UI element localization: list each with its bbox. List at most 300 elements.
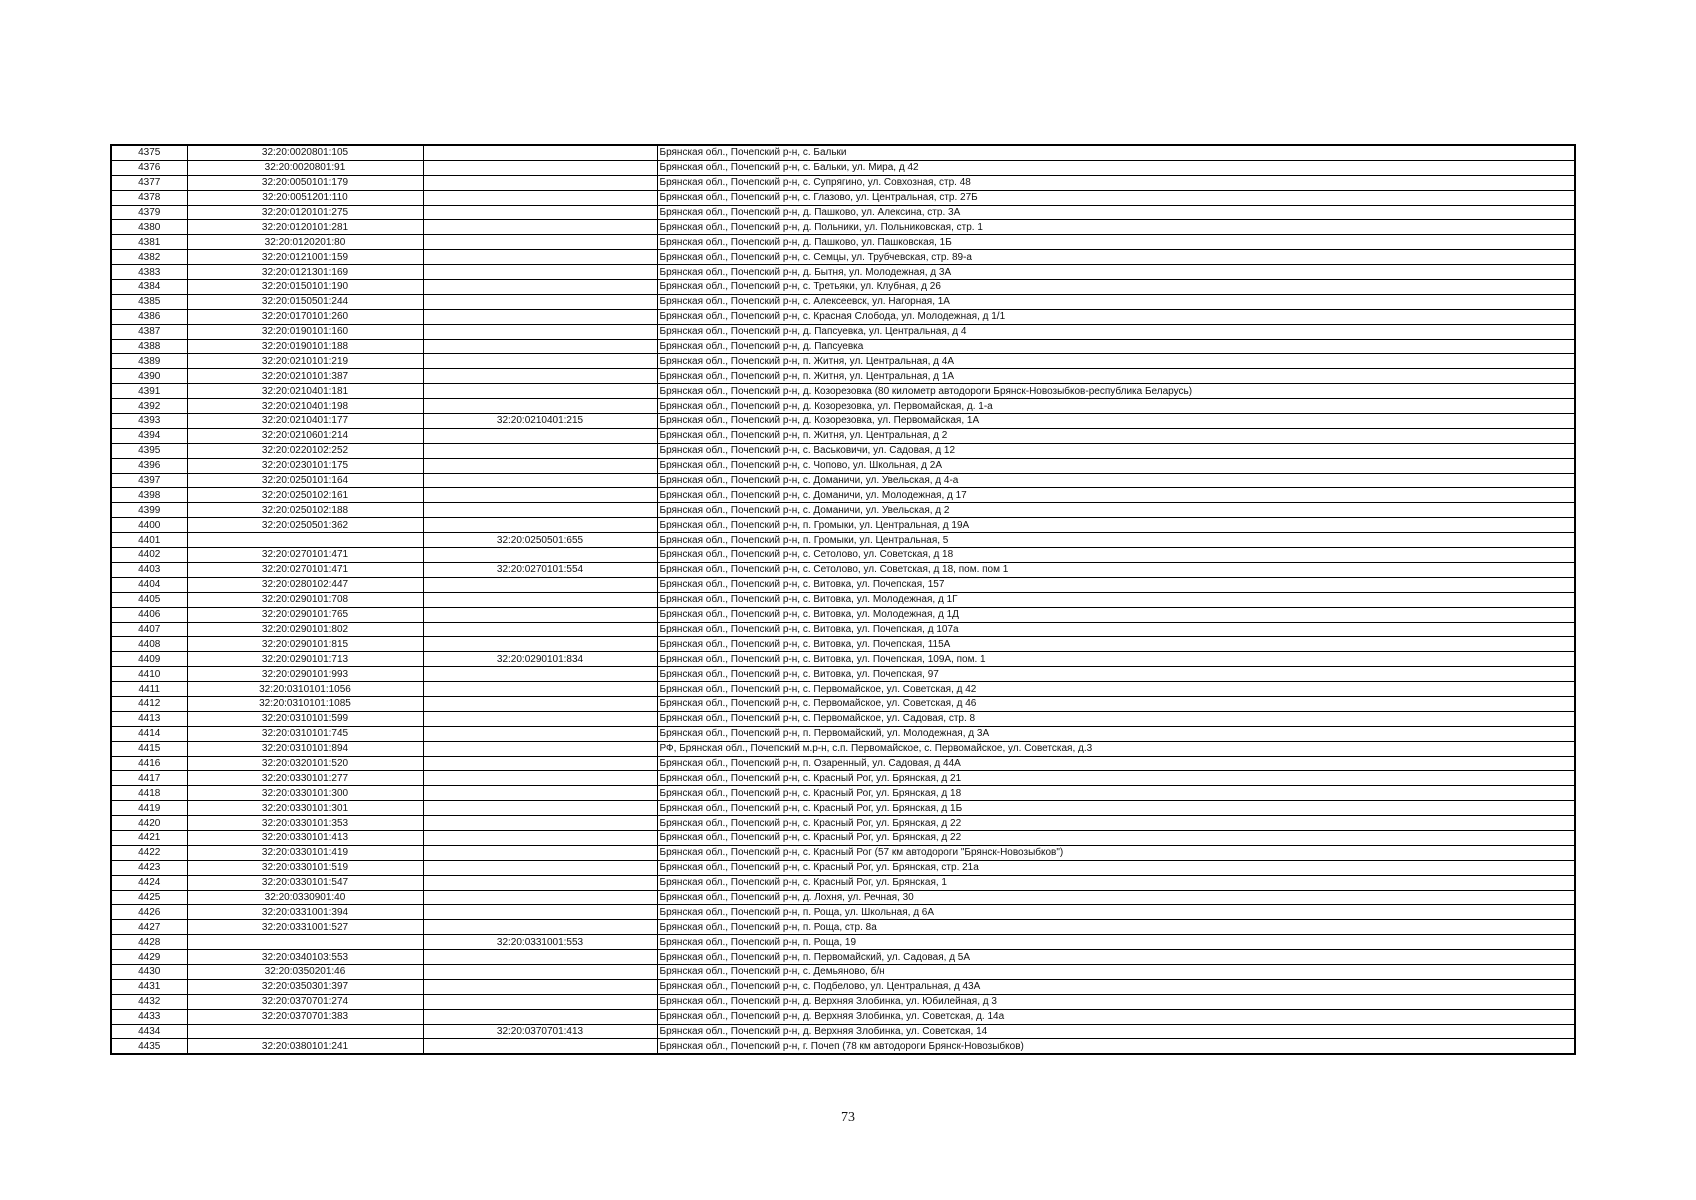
row-number-cell: 4409 xyxy=(111,652,187,667)
address-cell: Брянская обл., Почепский р-н, д. Пашково, ул. Пашковская, 1Б xyxy=(657,235,1575,250)
cadastral-number-cell: 32:20:0170101:260 xyxy=(187,309,423,324)
related-cadastral-number-cell xyxy=(423,1009,657,1024)
cadastral-number-cell: 32:20:0250102:188 xyxy=(187,503,423,518)
related-cadastral-number-cell: 32:20:0250501:655 xyxy=(423,533,657,548)
cadastral-number-cell: 32:20:0350201:46 xyxy=(187,964,423,979)
cadastral-number-cell: 32:20:0190101:188 xyxy=(187,339,423,354)
cadastral-number-cell: 32:20:0210401:198 xyxy=(187,399,423,414)
registry-table-body xyxy=(111,145,1575,1054)
address-cell: Брянская обл., Почепский р-н, с. Демьяново, б/н xyxy=(657,964,1575,979)
cadastral-number-cell: 32:20:0330101:301 xyxy=(187,801,423,816)
row-number-cell: 4428 xyxy=(111,935,187,950)
address-cell: Брянская обл., Почепский р-н, д. Верхняя Злобинка, ул. Советская, д. 14а xyxy=(657,1009,1575,1024)
address-cell: Брянская обл., Почепский р-н, с. Первомайское, ул. Советская, д 46 xyxy=(657,696,1575,711)
row-number-cell: 4385 xyxy=(111,294,187,309)
table-row xyxy=(111,875,1575,890)
row-number-cell: 4377 xyxy=(111,175,187,190)
cadastral-number-cell: 32:20:0020801:105 xyxy=(187,145,423,160)
table-row xyxy=(111,339,1575,354)
related-cadastral-number-cell xyxy=(423,369,657,384)
row-number-cell: 4414 xyxy=(111,726,187,741)
address-cell: Брянская обл., Почепский р-н, д. Верхняя Злобинка, ул. Советская, 14 xyxy=(657,1024,1575,1039)
related-cadastral-number-cell xyxy=(423,1039,657,1054)
related-cadastral-number-cell xyxy=(423,860,657,875)
table-row xyxy=(111,771,1575,786)
related-cadastral-number-cell xyxy=(423,682,657,697)
table-row xyxy=(111,979,1575,994)
address-cell: Брянская обл., Почепский р-н, д. Лохня, ул. Речная, 30 xyxy=(657,890,1575,905)
row-number-cell: 4415 xyxy=(111,741,187,756)
related-cadastral-number-cell xyxy=(423,175,657,190)
row-number-cell: 4380 xyxy=(111,220,187,235)
table-row xyxy=(111,205,1575,220)
related-cadastral-number-cell xyxy=(423,816,657,831)
cadastral-number-cell: 32:20:0370701:274 xyxy=(187,994,423,1009)
table-row xyxy=(111,741,1575,756)
address-cell: Брянская обл., Почепский р-н, с. Доманичи, ул. Молодежная, д 17 xyxy=(657,488,1575,503)
row-number-cell: 4430 xyxy=(111,964,187,979)
address-cell: Брянская обл., Почепский р-н, п. Громыки, ул. Центральная, д 19А xyxy=(657,518,1575,533)
address-cell: Брянская обл., Почепский р-н, п. Роща, ул. Школьная, д 6А xyxy=(657,905,1575,920)
cadastral-number-cell: 32:20:0331001:527 xyxy=(187,920,423,935)
table-row xyxy=(111,920,1575,935)
row-number-cell: 4404 xyxy=(111,577,187,592)
row-number-cell: 4402 xyxy=(111,548,187,563)
address-cell: Брянская обл., Почепский р-н, с. Сетолово, ул. Советская, д 18 xyxy=(657,548,1575,563)
related-cadastral-number-cell: 32:20:0270101:554 xyxy=(423,562,657,577)
address-cell: Брянская обл., Почепский р-н, с. Бальки, ул. Мира, д 42 xyxy=(657,160,1575,175)
table-row xyxy=(111,1024,1575,1039)
row-number-cell: 4398 xyxy=(111,488,187,503)
row-number-cell: 4426 xyxy=(111,905,187,920)
table-row xyxy=(111,280,1575,295)
address-cell: Брянская обл., Почепский р-н, г. Почеп (78 км автодороги Брянск-Новозыбков) xyxy=(657,1039,1575,1054)
row-number-cell: 4378 xyxy=(111,190,187,205)
row-number-cell: 4433 xyxy=(111,1009,187,1024)
related-cadastral-number-cell xyxy=(423,964,657,979)
address-cell: Брянская обл., Почепский р-н, с. Доманичи, ул. Увельская, д 2 xyxy=(657,503,1575,518)
cadastral-number-cell: 32:20:0310101:599 xyxy=(187,711,423,726)
related-cadastral-number-cell xyxy=(423,443,657,458)
cadastral-number-cell: 32:20:0190101:160 xyxy=(187,324,423,339)
row-number-cell: 4376 xyxy=(111,160,187,175)
table-row xyxy=(111,235,1575,250)
table-row xyxy=(111,265,1575,280)
table-row xyxy=(111,637,1575,652)
address-cell: Брянская обл., Почепский р-н, д. Верхняя Злобинка, ул. Юбилейная, д 3 xyxy=(657,994,1575,1009)
table-row xyxy=(111,607,1575,622)
row-number-cell: 4418 xyxy=(111,786,187,801)
table-row xyxy=(111,473,1575,488)
cadastral-number-cell: 32:20:0150101:190 xyxy=(187,280,423,295)
cadastral-number-cell: 32:20:0121301:169 xyxy=(187,265,423,280)
table-row xyxy=(111,622,1575,637)
row-number-cell: 4421 xyxy=(111,830,187,845)
address-cell: Брянская обл., Почепский р-н, с. Первомайское, ул. Садовая, стр. 8 xyxy=(657,711,1575,726)
table-row xyxy=(111,145,1575,160)
related-cadastral-number-cell xyxy=(423,905,657,920)
cadastral-number-cell: 32:20:0220102:252 xyxy=(187,443,423,458)
table-row xyxy=(111,905,1575,920)
table-row xyxy=(111,175,1575,190)
row-number-cell: 4395 xyxy=(111,443,187,458)
cadastral-number-cell: 32:20:0290101:802 xyxy=(187,622,423,637)
table-row xyxy=(111,458,1575,473)
cadastral-number-cell: 32:20:0330101:277 xyxy=(187,771,423,786)
row-number-cell: 4381 xyxy=(111,235,187,250)
table-row xyxy=(111,577,1575,592)
related-cadastral-number-cell xyxy=(423,711,657,726)
address-cell: Брянская обл., Почепский р-н, с. Супрягино, ул. Совхозная, стр. 48 xyxy=(657,175,1575,190)
address-cell: Брянская обл., Почепский р-н, с. Третьяки, ул. Клубная, д 26 xyxy=(657,280,1575,295)
related-cadastral-number-cell xyxy=(423,920,657,935)
row-number-cell: 4434 xyxy=(111,1024,187,1039)
table-row xyxy=(111,711,1575,726)
table-row xyxy=(111,696,1575,711)
cadastral-number-cell: 32:20:0380101:241 xyxy=(187,1039,423,1054)
related-cadastral-number-cell xyxy=(423,950,657,965)
cadastral-number-cell: 32:20:0330101:419 xyxy=(187,845,423,860)
address-cell: Брянская обл., Почепский р-н, с. Красный Рог, ул. Брянская, д 22 xyxy=(657,830,1575,845)
table-row xyxy=(111,562,1575,577)
related-cadastral-number-cell xyxy=(423,280,657,295)
cadastral-number-cell: 32:20:0210101:387 xyxy=(187,369,423,384)
row-number-cell: 4432 xyxy=(111,994,187,1009)
table-row xyxy=(111,324,1575,339)
related-cadastral-number-cell xyxy=(423,875,657,890)
table-row xyxy=(111,160,1575,175)
row-number-cell: 4388 xyxy=(111,339,187,354)
address-cell: Брянская обл., Почепский р-н, с. Красный Рог, ул. Брянская, д 1Б xyxy=(657,801,1575,816)
cadastral-number-cell: 32:20:0330101:353 xyxy=(187,816,423,831)
cadastral-number-cell: 32:20:0210401:181 xyxy=(187,384,423,399)
address-cell: Брянская обл., Почепский р-н, с. Витовка, ул. Молодежная, д 1Г xyxy=(657,592,1575,607)
row-number-cell: 4379 xyxy=(111,205,187,220)
related-cadastral-number-cell: 32:20:0331001:553 xyxy=(423,935,657,950)
cadastral-number-cell: 32:20:0370701:383 xyxy=(187,1009,423,1024)
registry-table xyxy=(110,144,1576,1055)
cadastral-number-cell: 32:20:0230101:175 xyxy=(187,458,423,473)
address-cell: Брянская обл., Почепский р-н, с. Глазово, ул. Центральная, стр. 27Б xyxy=(657,190,1575,205)
address-cell: Брянская обл., Почепский р-н, п. Озаренный, ул. Садовая, д 44А xyxy=(657,756,1575,771)
address-cell: Брянская обл., Почепский р-н, п. Житня, ул. Центральная, д 2 xyxy=(657,428,1575,443)
cadastral-number-cell: 32:20:0320101:520 xyxy=(187,756,423,771)
table-row xyxy=(111,652,1575,667)
related-cadastral-number-cell xyxy=(423,518,657,533)
cadastral-number-cell: 32:20:0330101:547 xyxy=(187,875,423,890)
row-number-cell: 4393 xyxy=(111,414,187,429)
cadastral-number-cell: 32:20:0340103:553 xyxy=(187,950,423,965)
cadastral-number-cell: 32:20:0120101:281 xyxy=(187,220,423,235)
related-cadastral-number-cell xyxy=(423,220,657,235)
address-cell: Брянская обл., Почепский р-н, д. Козорезовка, ул. Первомайская, д. 1-а xyxy=(657,399,1575,414)
table-row xyxy=(111,250,1575,265)
address-cell: Брянская обл., Почепский р-н, с. Витовка, ул. Почепская, 157 xyxy=(657,577,1575,592)
address-cell: Брянская обл., Почепский р-н, с. Васьковичи, ул. Садовая, д 12 xyxy=(657,443,1575,458)
table-row xyxy=(111,801,1575,816)
table-row xyxy=(111,354,1575,369)
related-cadastral-number-cell xyxy=(423,786,657,801)
row-number-cell: 4422 xyxy=(111,845,187,860)
related-cadastral-number-cell xyxy=(423,592,657,607)
address-cell: Брянская обл., Почепский р-н, д. Пашково, ул. Алексина, стр. 3А xyxy=(657,205,1575,220)
address-cell: Брянская обл., Почепский р-н, с. Витовка, ул. Почепская, 97 xyxy=(657,667,1575,682)
row-number-cell: 4394 xyxy=(111,428,187,443)
table-row xyxy=(111,890,1575,905)
row-number-cell: 4420 xyxy=(111,816,187,831)
cadastral-number-cell: 32:20:0330101:519 xyxy=(187,860,423,875)
cadastral-number-cell xyxy=(187,1024,423,1039)
cadastral-number-cell: 32:20:0290101:993 xyxy=(187,667,423,682)
related-cadastral-number-cell xyxy=(423,235,657,250)
cadastral-number-cell: 32:20:0250501:362 xyxy=(187,518,423,533)
row-number-cell: 4429 xyxy=(111,950,187,965)
row-number-cell: 4386 xyxy=(111,309,187,324)
table-row xyxy=(111,294,1575,309)
cadastral-number-cell: 32:20:0331001:394 xyxy=(187,905,423,920)
row-number-cell: 4392 xyxy=(111,399,187,414)
related-cadastral-number-cell xyxy=(423,428,657,443)
table-row xyxy=(111,414,1575,429)
related-cadastral-number-cell xyxy=(423,384,657,399)
row-number-cell: 4389 xyxy=(111,354,187,369)
address-cell: Брянская обл., Почепский р-н, с. Красная Слобода, ул. Молодежная, д 1/1 xyxy=(657,309,1575,324)
cadastral-number-cell: 32:20:0270101:471 xyxy=(187,562,423,577)
row-number-cell: 4431 xyxy=(111,979,187,994)
row-number-cell: 4375 xyxy=(111,145,187,160)
row-number-cell: 4435 xyxy=(111,1039,187,1054)
row-number-cell: 4410 xyxy=(111,667,187,682)
table-row xyxy=(111,935,1575,950)
row-number-cell: 4399 xyxy=(111,503,187,518)
table-row xyxy=(111,488,1575,503)
address-cell: Брянская обл., Почепский р-н, п. Роща, стр. 8а xyxy=(657,920,1575,935)
table-row xyxy=(111,548,1575,563)
address-cell: Брянская обл., Почепский р-н, д. Козорезовка (80 километр автодороги Брянск-Новозыбков-республика Беларусь) xyxy=(657,384,1575,399)
cadastral-number-cell xyxy=(187,533,423,548)
address-cell: Брянская обл., Почепский р-н, с. Красный Рог, ул. Брянская, 1 xyxy=(657,875,1575,890)
cadastral-number-cell: 32:20:0050101:179 xyxy=(187,175,423,190)
related-cadastral-number-cell xyxy=(423,771,657,786)
address-cell: Брянская обл., Почепский р-н, п. Первомайский, ул. Садовая, д 5А xyxy=(657,950,1575,965)
row-number-cell: 4401 xyxy=(111,533,187,548)
related-cadastral-number-cell xyxy=(423,756,657,771)
cadastral-number-cell: 32:20:0280102:447 xyxy=(187,577,423,592)
cadastral-number-cell: 32:20:0310101:1056 xyxy=(187,682,423,697)
related-cadastral-number-cell xyxy=(423,265,657,280)
table-row xyxy=(111,309,1575,324)
page-number: 73 xyxy=(841,1110,855,1125)
related-cadastral-number-cell xyxy=(423,458,657,473)
table-row xyxy=(111,830,1575,845)
row-number-cell: 4403 xyxy=(111,562,187,577)
related-cadastral-number-cell xyxy=(423,294,657,309)
address-cell: Брянская обл., Почепский р-н, д. Папсуевка, ул. Центральная, д 4 xyxy=(657,324,1575,339)
row-number-cell: 4406 xyxy=(111,607,187,622)
related-cadastral-number-cell xyxy=(423,830,657,845)
row-number-cell: 4423 xyxy=(111,860,187,875)
address-cell: Брянская обл., Почепский р-н, с. Сетолово, ул. Советская, д 18, пом. пом 1 xyxy=(657,562,1575,577)
address-cell: Брянская обл., Почепский р-н, с. Доманичи, ул. Увельская, д 4-а xyxy=(657,473,1575,488)
table-row xyxy=(111,950,1575,965)
table-row xyxy=(111,428,1575,443)
cadastral-number-cell: 32:20:0350301:397 xyxy=(187,979,423,994)
row-number-cell: 4416 xyxy=(111,756,187,771)
related-cadastral-number-cell xyxy=(423,205,657,220)
related-cadastral-number-cell xyxy=(423,741,657,756)
address-cell: Брянская обл., Почепский р-н, п. Житня, ул. Центральная, д 4А xyxy=(657,354,1575,369)
related-cadastral-number-cell xyxy=(423,696,657,711)
related-cadastral-number-cell xyxy=(423,309,657,324)
address-cell: Брянская обл., Почепский р-н, п. Житня, ул. Центральная, д 1А xyxy=(657,369,1575,384)
table-row xyxy=(111,786,1575,801)
related-cadastral-number-cell xyxy=(423,473,657,488)
table-row xyxy=(111,1009,1575,1024)
address-cell: Брянская обл., Почепский р-н, с. Красный Рог, ул. Брянская, д 21 xyxy=(657,771,1575,786)
row-number-cell: 4396 xyxy=(111,458,187,473)
row-number-cell: 4407 xyxy=(111,622,187,637)
cadastral-number-cell: 32:20:0121001:159 xyxy=(187,250,423,265)
cadastral-number-cell: 32:20:0150501:244 xyxy=(187,294,423,309)
table-row xyxy=(111,756,1575,771)
row-number-cell: 4424 xyxy=(111,875,187,890)
table-row xyxy=(111,816,1575,831)
row-number-cell: 4382 xyxy=(111,250,187,265)
cadastral-number-cell: 32:20:0330901:40 xyxy=(187,890,423,905)
table-row xyxy=(111,860,1575,875)
cadastral-number-cell: 32:20:0270101:471 xyxy=(187,548,423,563)
row-number-cell: 4390 xyxy=(111,369,187,384)
table-row xyxy=(111,964,1575,979)
table-row xyxy=(111,443,1575,458)
cadastral-number-cell: 32:20:0330101:300 xyxy=(187,786,423,801)
related-cadastral-number-cell xyxy=(423,145,657,160)
row-number-cell: 4405 xyxy=(111,592,187,607)
cadastral-number-cell: 32:20:0210601:214 xyxy=(187,428,423,443)
related-cadastral-number-cell xyxy=(423,801,657,816)
cadastral-number-cell: 32:20:0020801:91 xyxy=(187,160,423,175)
row-number-cell: 4391 xyxy=(111,384,187,399)
address-cell: Брянская обл., Почепский р-н, с. Первомайское, ул. Советская, д 42 xyxy=(657,682,1575,697)
related-cadastral-number-cell xyxy=(423,994,657,1009)
related-cadastral-number-cell xyxy=(423,845,657,860)
address-cell: Брянская обл., Почепский р-н, с. Витовка, ул. Молодежная, д 1Д xyxy=(657,607,1575,622)
table-row xyxy=(111,369,1575,384)
cadastral-number-cell: 32:20:0210101:219 xyxy=(187,354,423,369)
cadastral-number-cell: 32:20:0210401:177 xyxy=(187,414,423,429)
address-cell: Брянская обл., Почепский р-н, д. Польники, ул. Польниковская, стр. 1 xyxy=(657,220,1575,235)
address-cell: Брянская обл., Почепский р-н, с. Витовка, ул. Почепская, 115А xyxy=(657,637,1575,652)
row-number-cell: 4413 xyxy=(111,711,187,726)
address-cell: Брянская обл., Почепский р-н, с. Бальки xyxy=(657,145,1575,160)
row-number-cell: 4419 xyxy=(111,801,187,816)
table-row xyxy=(111,845,1575,860)
address-cell: Брянская обл., Почепский р-н, п. Первомайский, ул. Молодежная, д 3А xyxy=(657,726,1575,741)
table-row xyxy=(111,682,1575,697)
related-cadastral-number-cell xyxy=(423,503,657,518)
cadastral-number-cell: 32:20:0330101:413 xyxy=(187,830,423,845)
related-cadastral-number-cell xyxy=(423,250,657,265)
related-cadastral-number-cell xyxy=(423,339,657,354)
cadastral-number-cell: 32:20:0250101:164 xyxy=(187,473,423,488)
address-cell: Брянская обл., Почепский р-н, д. Козорезовка, ул. Первомайская, 1А xyxy=(657,414,1575,429)
address-cell: Брянская обл., Почепский р-н, с. Подбелово, ул. Центральная, д 43А xyxy=(657,979,1575,994)
cadastral-number-cell xyxy=(187,935,423,950)
related-cadastral-number-cell xyxy=(423,726,657,741)
cadastral-number-cell: 32:20:0290101:815 xyxy=(187,637,423,652)
row-number-cell: 4384 xyxy=(111,280,187,295)
row-number-cell: 4412 xyxy=(111,696,187,711)
table-row xyxy=(111,994,1575,1009)
row-number-cell: 4383 xyxy=(111,265,187,280)
address-cell: Брянская обл., Почепский р-н, с. Витовка, ул. Почепская, д 107а xyxy=(657,622,1575,637)
cadastral-number-cell: 32:20:0310101:894 xyxy=(187,741,423,756)
address-cell: РФ, Брянская обл., Почепский м.р-н, с.п. Первомайское, с. Первомайское, ул. Советская, д.3 xyxy=(657,741,1575,756)
address-cell: Брянская обл., Почепский р-н, с. Чопово, ул. Школьная, д 2А xyxy=(657,458,1575,473)
table-row xyxy=(111,190,1575,205)
related-cadastral-number-cell xyxy=(423,667,657,682)
related-cadastral-number-cell xyxy=(423,488,657,503)
table-row xyxy=(111,592,1575,607)
row-number-cell: 4427 xyxy=(111,920,187,935)
table-row xyxy=(111,399,1575,414)
table-row xyxy=(111,1039,1575,1054)
address-cell: Брянская обл., Почепский р-н, п. Громыки, ул. Центральная, 5 xyxy=(657,533,1575,548)
row-number-cell: 4408 xyxy=(111,637,187,652)
related-cadastral-number-cell xyxy=(423,160,657,175)
related-cadastral-number-cell xyxy=(423,354,657,369)
cadastral-number-cell: 32:20:0051201:110 xyxy=(187,190,423,205)
related-cadastral-number-cell xyxy=(423,637,657,652)
related-cadastral-number-cell: 32:20:0370701:413 xyxy=(423,1024,657,1039)
table-row xyxy=(111,667,1575,682)
address-cell: Брянская обл., Почепский р-н, с. Красный Рог, ул. Брянская, д 22 xyxy=(657,816,1575,831)
table-row xyxy=(111,518,1575,533)
related-cadastral-number-cell xyxy=(423,979,657,994)
address-cell: Брянская обл., Почепский р-н, с. Семцы, ул. Трубчевская, стр. 89-а xyxy=(657,250,1575,265)
row-number-cell: 4387 xyxy=(111,324,187,339)
address-cell: Брянская обл., Почепский р-н, с. Витовка, ул. Почепская, 109А, пом. 1 xyxy=(657,652,1575,667)
cadastral-number-cell: 32:20:0290101:765 xyxy=(187,607,423,622)
row-number-cell: 4417 xyxy=(111,771,187,786)
address-cell: Брянская обл., Почепский р-н, с. Красный Рог, ул. Брянская, стр. 21а xyxy=(657,860,1575,875)
cadastral-number-cell: 32:20:0120201:80 xyxy=(187,235,423,250)
row-number-cell: 4397 xyxy=(111,473,187,488)
related-cadastral-number-cell xyxy=(423,890,657,905)
related-cadastral-number-cell: 32:20:0210401:215 xyxy=(423,414,657,429)
related-cadastral-number-cell xyxy=(423,548,657,563)
cadastral-number-cell: 32:20:0290101:713 xyxy=(187,652,423,667)
related-cadastral-number-cell xyxy=(423,577,657,592)
address-cell: Брянская обл., Почепский р-н, с. Красный Рог (57 км автодороги "Брянск-Новозыбков") xyxy=(657,845,1575,860)
address-cell: Брянская обл., Почепский р-н, д. Бытня, ул. Молодежная, д 3А xyxy=(657,265,1575,280)
address-cell: Брянская обл., Почепский р-н, п. Роща, 19 xyxy=(657,935,1575,950)
address-cell: Брянская обл., Почепский р-н, с. Красный Рог, ул. Брянская, д 18 xyxy=(657,786,1575,801)
table-row xyxy=(111,533,1575,548)
address-cell: Брянская обл., Почепский р-н, с. Алексеевск, ул. Нагорная, 1А xyxy=(657,294,1575,309)
related-cadastral-number-cell xyxy=(423,190,657,205)
row-number-cell: 4400 xyxy=(111,518,187,533)
cadastral-number-cell: 32:20:0310101:1085 xyxy=(187,696,423,711)
table-row xyxy=(111,220,1575,235)
cadastral-number-cell: 32:20:0120101:275 xyxy=(187,205,423,220)
row-number-cell: 4411 xyxy=(111,682,187,697)
cadastral-number-cell: 32:20:0250102:161 xyxy=(187,488,423,503)
related-cadastral-number-cell: 32:20:0290101:834 xyxy=(423,652,657,667)
related-cadastral-number-cell xyxy=(423,607,657,622)
cadastral-number-cell: 32:20:0310101:745 xyxy=(187,726,423,741)
table-row xyxy=(111,384,1575,399)
